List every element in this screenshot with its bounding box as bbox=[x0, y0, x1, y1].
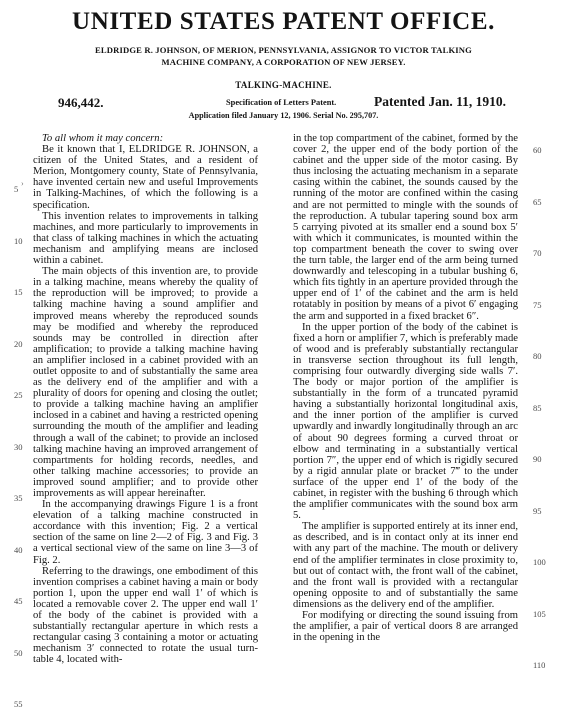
line-number: 10 bbox=[14, 235, 23, 246]
patented-date: Patented Jan. 11, 1910. bbox=[374, 94, 507, 109]
salutation: To all whom it may concern: bbox=[42, 133, 164, 144]
paragraph: For modifying or directing the sound issuing from the amplifier, a pair of vertical doors 8 are arranged in the opening in the bbox=[293, 610, 518, 644]
line-number: 95 bbox=[533, 505, 542, 516]
paragraph: In the upper portion of the body of the cabinet is fixed a horn or amplifier 7, which is preferably made of wood and is preferably substantially rectangular in transverse section throughout its full length, comprising four outwardly diverging side walls 7′. The body or major portion of the amplifier is substantially in the form of a truncated pyramid having a substantially horizontal longitudinal axis, and the inner portion of the amplifier is curved upwardly and inwardly longitudinally through an arc of about 90 degrees forming a curved throat or elbow and terminating in a substantially vertical portion 7″, the upper end of which is rigidly secured by a rigid annular plate or bracket 7‴ to the under surface of the upper end 1′ of the body of the cabinet, in register with the bushing 6 through which the amplifier communicates with the sound box arm 5. bbox=[293, 321, 518, 522]
line-number: 15 bbox=[14, 287, 23, 297]
line-number: 50 bbox=[14, 647, 23, 658]
paragraph: This invention relates to improvements in talking machines, and more particularly to improvements in that class of talking machines in which the actuating mechanism and amplifying means are inclosed within a cabinet. bbox=[33, 210, 258, 267]
paragraph: The main objects of this invention are, to provide in a talking machine, means whereby the quality of the reproduction will be improved; to provide a talking machine having a sound amplifier and improved means whereby the reproduced sounds may be modified and whereby the reproduced sounds may be controlled in direction after amplification; to provide a talking machine having an amplifier inclosed in a cabinet provided with an outlet opposite to and of substantially the same area as the delivery end of the amplifier and with a plurality of doors for opening and closing the outlet; to provide a talking machine having an amplifier inclosed in a cabinet and having a restricted opening surrounding the mouth of the amplifier and leading through a wall of the cabinet; to provide an inclosed talking machine having an improved arrangement of compartments for holding records, needles, and other talking machine accessories; to provide an improved sound amplifier; and to provide other improvements as will appear hereinafter. bbox=[33, 266, 258, 499]
page-title: UNITED STATES PATENT OFFICE. bbox=[72, 8, 495, 35]
paragraph: Referring to the drawings, one embodiment of this invention comprises a cabinet having a main or body portion 1, upon the upper end wall 1′ of which is located a removable cover 2. The upper end wall 1′ of the body of the cabinet is provided with a substantially rectangular aperture in which rests a rectangular casing 3 containing a motor or actuating mechanism 3′ connected to rotate the usual turn-table 4, located with- bbox=[33, 565, 258, 666]
patent-number: 946,442. bbox=[58, 95, 104, 110]
specification-label: Specification of Letters Patent. bbox=[226, 98, 337, 107]
line-number: 55 bbox=[14, 699, 23, 709]
line-number: 80 bbox=[533, 351, 542, 361]
line-number: 85 bbox=[533, 402, 542, 413]
line-number: 70 bbox=[533, 248, 542, 258]
line-number: 75 bbox=[533, 299, 542, 310]
line-number: 65 bbox=[533, 196, 542, 207]
invention-title: TALKING-MACHINE. bbox=[235, 80, 332, 90]
paragraph: in the top compartment of the cabinet, formed by the cover 2, the upper end of the body portion of the cabinet and the upper side of the motor casing. By thus inclosing the actuating mechanism in a separate casing within the cabinet, the sounds caused by the running of the motor are confined within the casing and are not permitted to mingle with the sounds of the reproduction. A tubular tapering sound box arm 5 carrying pivoted at its smaller end a sound box 5′ with which it communicates, is mounted within the top compartment beneath the cover to swing over the turn table, the larger end of the arm being turned downwardly and telescoping in a tubular bushing 6, which fits tightly in an aperture provided through the upper end of 1′ of the cabinet and the arm is held rotatably in position by means of a pivot 6′ engaging the arm and supported in a fixed bracket 6″. bbox=[293, 133, 518, 322]
assignee-line-1: ELDRIDGE R. JOHNSON, OF MERION, PENNSYLVANIA, ASSIGNOR TO VICTOR TALKING bbox=[95, 45, 472, 55]
line-number: 30 bbox=[14, 441, 23, 452]
paragraph: Be it known that I, ELDRIDGE R. JOHNSON, a citizen of the United States, and a resident of Merion, Montgomery county, State of Pennsylvania, have invented certain new and useful Improvements in Talking-Machines, of which the following is a specification. bbox=[33, 144, 258, 211]
assignee-line-2: MACHINE COMPANY, A CORPORATION OF NEW JERSEY. bbox=[161, 57, 406, 67]
line-number: 60 bbox=[533, 145, 542, 155]
line-number: 25 bbox=[14, 390, 23, 400]
line-number: 35 bbox=[14, 493, 23, 503]
assignee-block bbox=[14, 44, 553, 68]
paragraph: The amplifier is supported entirely at its inner end, as described, and is in contact only at its inner end with any part of the machine. The mouth or delivery end of the amplifier terminates in close proximity to, but out of contact with, the front wall of the cabinet, and the front wall is provided with a rectangular opening opposite to and of substantially the same dimensions as the delivery end of the amplifier. bbox=[293, 521, 518, 610]
line-number: 40 bbox=[14, 544, 23, 555]
line-number: 90 bbox=[533, 454, 542, 464]
gutter-mark: › bbox=[21, 179, 24, 188]
line-number: 45 bbox=[14, 596, 23, 606]
left-text-column bbox=[33, 133, 258, 666]
application-line: Application filed January 12, 1906. Serial No. 295,707. bbox=[188, 111, 379, 120]
line-number: 5 bbox=[14, 184, 19, 194]
right-text-column bbox=[293, 133, 518, 643]
line-number: 20 bbox=[14, 338, 23, 349]
line-number: 105 bbox=[533, 608, 546, 619]
line-number: 110 bbox=[533, 660, 546, 670]
paragraph: In the accompanying drawings Figure 1 is a front elevation of a talking machine constructed in accordance with this invention; Fig. 2 a vertical section of the same on line 2—2 of Fig. 3 and Fig. 3 a vertical sectional view of the same on line 3—3 of Fig. 2. bbox=[33, 499, 258, 566]
line-number: 100 bbox=[533, 557, 546, 567]
